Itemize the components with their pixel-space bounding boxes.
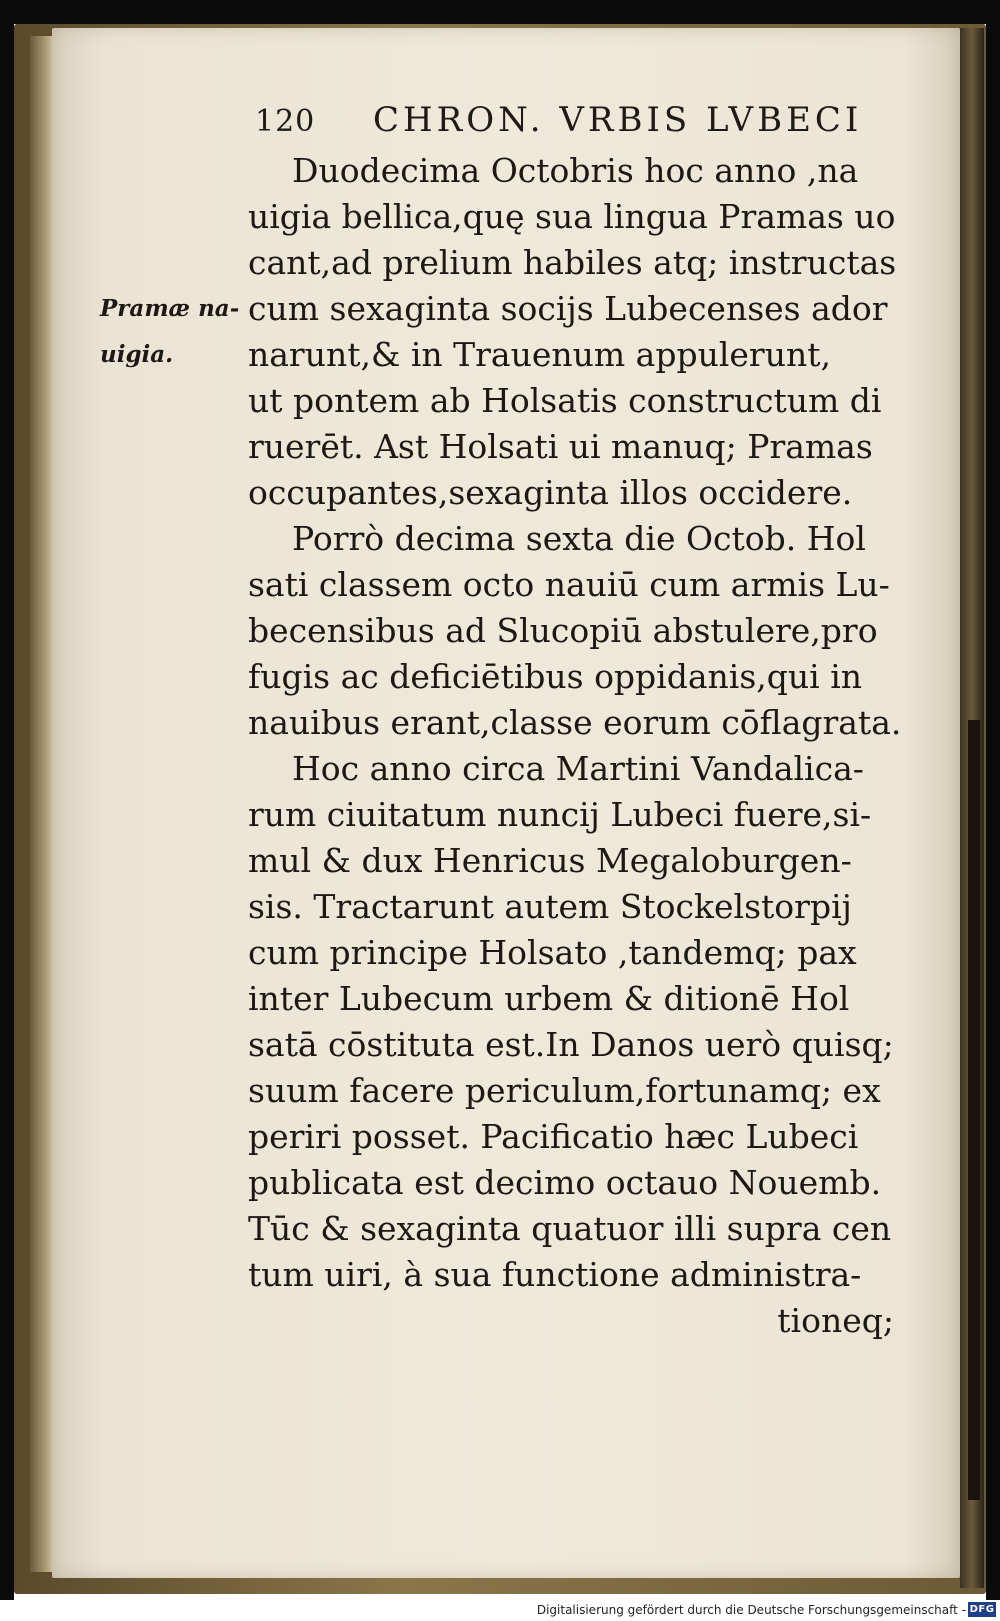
scan-border-right <box>986 0 1000 1600</box>
body-text <box>248 148 908 1344</box>
scan-border-top <box>0 0 1000 24</box>
text-line: Tūc & sexaginta quatuor illi supra cen <box>248 1209 892 1248</box>
text-line: Duodecima Octobris hoc anno ,na <box>292 151 859 190</box>
text-line: occupantes,sexaginta illos occidere. <box>248 473 853 512</box>
running-head: CHRON. VRBIS LVBECI <box>373 100 863 140</box>
text-line: satā cōstituta est.In Danos uerò quisq; <box>248 1025 894 1064</box>
text-line: ut pontem ab Holsatis constructum di <box>248 381 882 420</box>
text-line: rum ciuitatum nuncij Lubeci fuere,si- <box>248 795 872 834</box>
text-line: suum facere periculum,fortunamq; ex <box>248 1071 881 1110</box>
page-number: 120 <box>255 104 316 139</box>
text-line: tum uiri, à sua functione administra- <box>248 1255 862 1294</box>
text-line: publicata est decimo octauo Nouemb. <box>248 1163 882 1202</box>
text-line: mul & dux Henricus Megaloburgen- <box>248 841 852 880</box>
text-line: periri posset. Pacificatio hæc Lubeci <box>248 1117 859 1156</box>
text-line: cum principe Holsato ,tandemq; pax <box>248 933 857 972</box>
text-line: Hoc anno circa Martini Vandalica- <box>292 749 864 788</box>
text-line: cum sexaginta socijs Lubecenses ador <box>248 289 888 328</box>
footer-bar <box>0 1600 1000 1621</box>
marginal-note-line: uigia. <box>100 341 174 368</box>
scan-border-left <box>0 0 14 1600</box>
catchword-line: tioneq; <box>777 1301 894 1340</box>
book-binding-shadow <box>968 720 980 1500</box>
page-header <box>255 100 875 144</box>
text-line: inter Lubecum urbem & ditionē Hol <box>248 979 850 1018</box>
text-line: ruerēt. Ast Holsati ui manuq; Pramas <box>248 427 873 466</box>
funding-credit: Digitalisierung gefördert durch die Deutsche Forschungsgemeinschaft - <box>536 1603 966 1617</box>
page-stack-edge <box>30 36 54 1572</box>
text-line: fugis ac deficiētibus oppidanis,qui in <box>248 657 862 696</box>
marginal-note <box>100 286 250 378</box>
text-line: narunt,& in Trauenum appulerunt, <box>248 335 831 374</box>
dfg-logo-icon: DFG <box>969 1604 995 1615</box>
text-line: Porrò decima sexta die Octob. Hol <box>292 519 866 558</box>
text-line: sati classem octo nauiū cum armis Lu- <box>248 565 890 604</box>
text-line: nauibus erant,classe eorum cōflagrata. <box>248 703 902 742</box>
marginal-note-line: Pramæ na- <box>100 295 240 322</box>
text-line: becensibus ad Slucopiū abstulere,pro <box>248 611 878 650</box>
text-line: uigia bellica,quę sua lingua Pramas uo <box>248 197 896 236</box>
text-line: cant,ad prelium habiles atq; instructas <box>248 243 897 282</box>
text-line: sis. Tractarunt autem Stockelstorpij <box>248 887 852 926</box>
